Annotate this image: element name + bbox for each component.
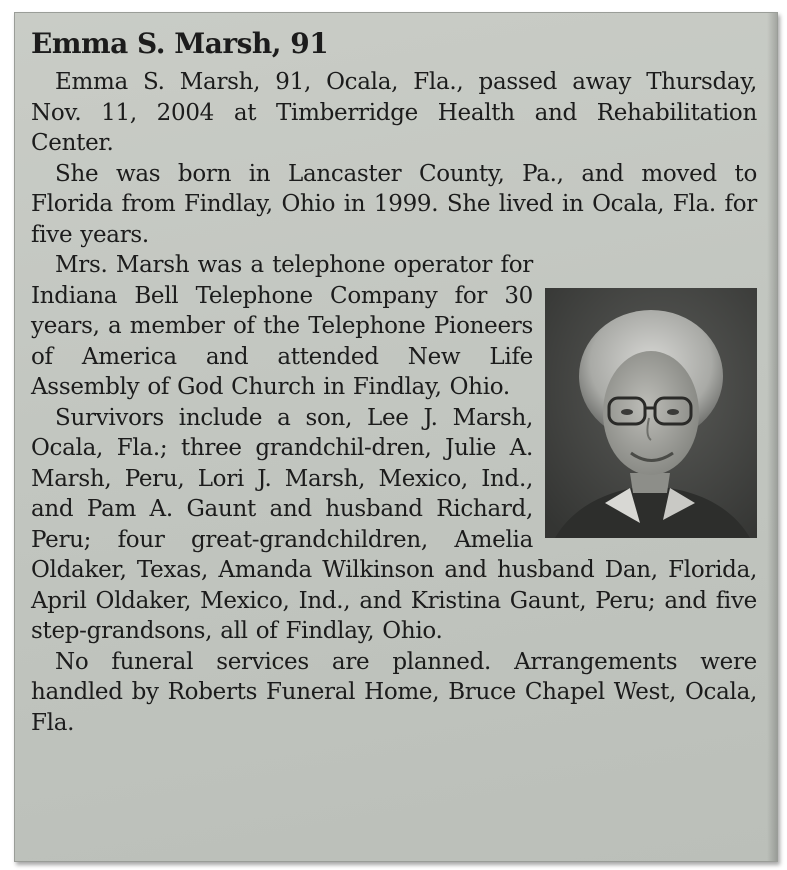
newspaper-clipping bbox=[14, 12, 778, 862]
paragraph-birth-residence: She was born in Lancaster County, Pa., and moved to Florida from Findlay, Ohio in 1999. She lived in Ocala, Fla. for five years. bbox=[31, 160, 757, 248]
obituary-headline: Emma S. Marsh, 91 bbox=[31, 27, 329, 60]
paragraph-survivors: Survivors include a son, Lee J. Marsh, Ocala, Fla.; three grandchil-dren, Julie A. Marsh, Peru, Lori J. Marsh, Mexico, Ind., and Pam A. Gaunt and husband Richard, Peru; four great-grandchildren, Amelia Oldaker, Texas, Amanda Wilkinson and husband Dan, Florida, April Oldaker, Mexico, Ind., and Kristina Gaunt, Peru; and five step-grandsons, all of Findlay, Ohio. bbox=[31, 404, 757, 644]
paragraph-arrangements: No funeral services are planned. Arrangements were handled by Roberts Funeral Home, Bruce Chapel West, Ocala, Fla. bbox=[31, 648, 757, 736]
portrait-photo-icon bbox=[545, 288, 757, 538]
portrait-photo bbox=[545, 288, 757, 538]
obituary-content bbox=[31, 27, 757, 738]
paragraph-career: Mrs. Marsh was a telephone operator for Indiana Bell Telephone Company for 30 years, a member of the Telephone Pioneers of America and attended New Life Assembly of God Church in Findlay, Ohio. bbox=[31, 252, 533, 400]
paragraph-death-notice: Emma S. Marsh, 91, Ocala, Fla., passed away Thursday, Nov. 11, 2004 at Timberridge Health and Rehabilitation Center. bbox=[31, 69, 757, 156]
